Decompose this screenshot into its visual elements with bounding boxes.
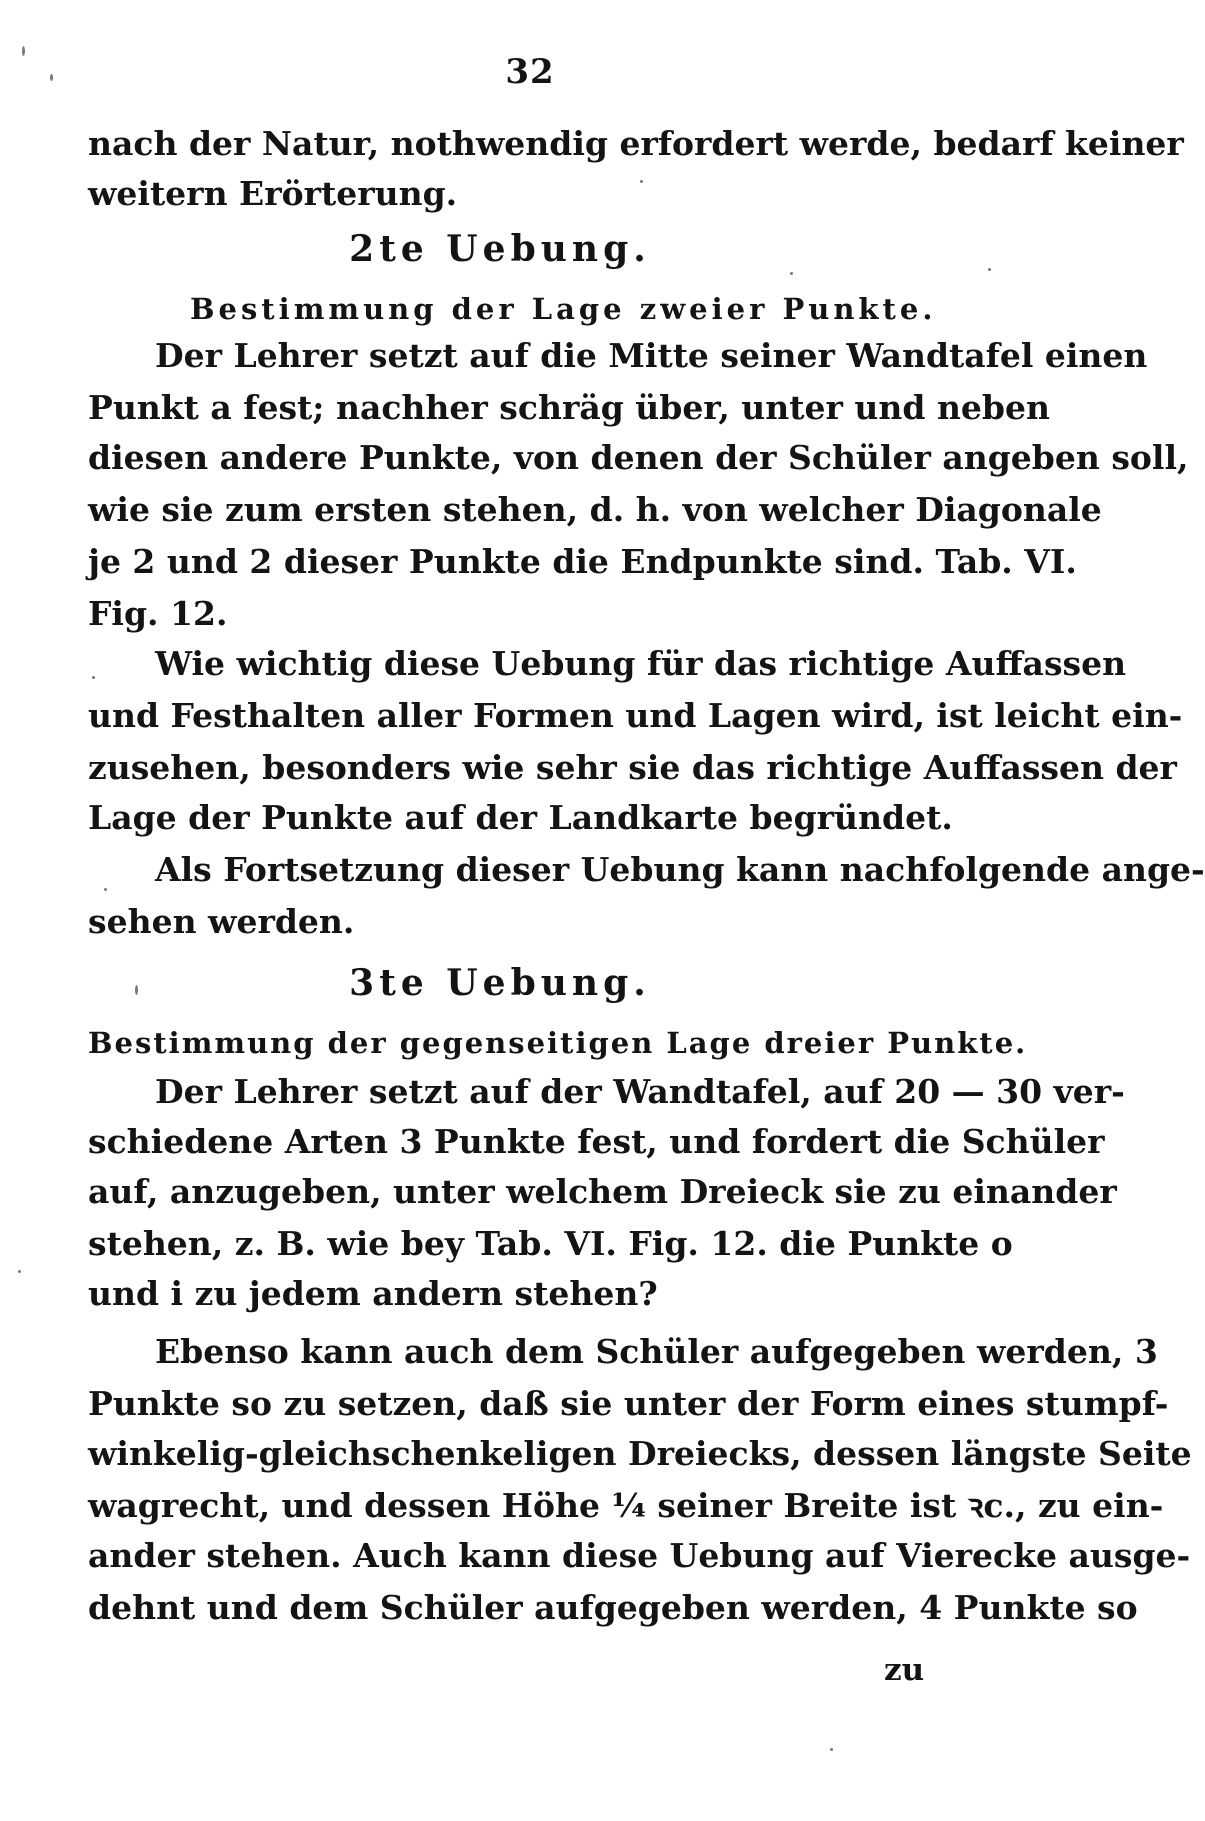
page-number: 32 xyxy=(505,52,555,92)
scan-speck xyxy=(104,888,107,891)
exercise-2-heading: 2te Uebung. xyxy=(349,228,651,270)
body-line: Ebenso kann auch dem Schüler aufgegeben werden, 3 xyxy=(155,1332,1158,1371)
body-line: nach der Natur, nothwendig erfordert werde, bedarf keiner xyxy=(88,124,1184,163)
body-line: Als Fortsetzung dieser Uebung kann nachfolgende ange- xyxy=(155,850,1205,889)
body-line: und i zu jedem andern stehen? xyxy=(88,1274,658,1313)
body-line: Punkt a fest; nachher schräg über, unter und neben xyxy=(88,388,1050,427)
body-line: schiedene Arten 3 Punkte fest, und fordert die Schüler xyxy=(88,1122,1105,1161)
body-line: auf, anzugeben, unter welchem Dreieck sie zu einander xyxy=(88,1172,1117,1211)
body-line: Der Lehrer setzt auf der Wandtafel, auf 20 — 30 ver- xyxy=(155,1072,1125,1111)
body-line: ander stehen. Auch kann diese Uebung auf Vierecke ausge- xyxy=(88,1536,1191,1575)
exercise-3-subheading: Bestimmung der gegenseitigen Lage dreier Punkte. xyxy=(88,1026,1028,1060)
body-line: stehen, z. B. wie bey Tab. VI. Fig. 12. die Punkte o xyxy=(88,1224,1013,1263)
body-line: Wie wichtig diese Uebung für das richtige Auffassen xyxy=(155,644,1127,683)
body-line: sehen werden. xyxy=(88,902,355,941)
body-line: Lage der Punkte auf der Landkarte begründet. xyxy=(88,798,953,837)
body-line: winkelig-gleichschenkeligen Dreiecks, dessen längste Seite xyxy=(88,1434,1192,1473)
body-line: weitern Erörterung. xyxy=(88,174,458,213)
body-line: diesen andere Punkte, von denen der Schüler angeben soll, xyxy=(88,438,1189,477)
scan-speck xyxy=(790,272,793,275)
scan-speck xyxy=(18,1270,21,1273)
body-line: Fig. 12. xyxy=(88,594,228,633)
body-line: Punkte so zu setzen, daß sie unter der Form eines stumpf- xyxy=(88,1384,1169,1423)
body-line: wagrecht, und dessen Höhe ¼ seiner Breite ist ꝛc., zu ein- xyxy=(88,1486,1164,1525)
body-line: Der Lehrer setzt auf die Mitte seiner Wandtafel einen xyxy=(155,336,1148,375)
body-line: zusehen, besonders wie sehr sie das richtige Auffassen der xyxy=(88,748,1177,787)
catchword: zu xyxy=(884,1652,925,1688)
exercise-2-subheading: Bestimmung der Lage zweier Punkte. xyxy=(190,292,937,326)
body-line: wie sie zum ersten stehen, d. h. von welcher Diagonale xyxy=(88,490,1102,529)
scan-speck xyxy=(640,180,643,183)
exercise-3-heading: 3te Uebung. xyxy=(349,962,651,1004)
body-line: je 2 und 2 dieser Punkte die Endpunkte sind. Tab. VI. xyxy=(88,542,1077,581)
scan-speck xyxy=(92,676,95,679)
scan-speck xyxy=(830,1748,833,1751)
body-line: dehnt und dem Schüler aufgegeben werden, 4 Punkte so xyxy=(88,1588,1138,1627)
body-line: und Festhalten aller Formen und Lagen wird, ist leicht ein- xyxy=(88,696,1183,735)
